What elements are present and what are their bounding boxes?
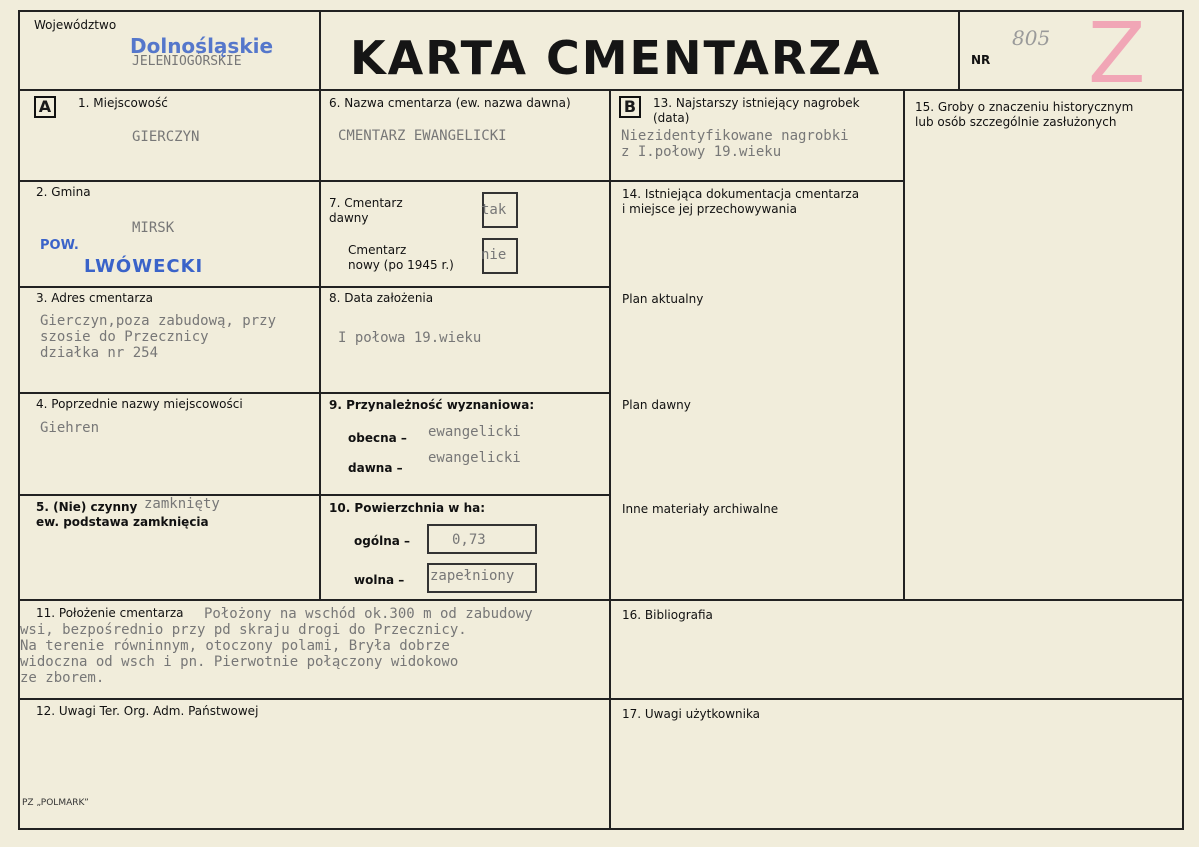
nagrobek-label: 13. Najstarszy istniejący nagrobek (data) <box>653 96 860 125</box>
cemetery-record-card <box>18 4 1184 830</box>
divider <box>18 286 611 288</box>
data-zalozenia-label: 8. Data założenia <box>329 291 434 305</box>
uwagi-ter-label: 12. Uwagi Ter. Org. Adm. Państwowej <box>36 704 259 718</box>
poprzednie-label: 4. Poprzednie nazwy miejscowości <box>36 397 243 411</box>
adres-label: 3. Adres cmentarza <box>36 291 153 305</box>
divider <box>18 599 1184 601</box>
border-right <box>1182 10 1184 830</box>
divider <box>18 494 611 496</box>
dawna-value: ewangelicki <box>428 450 521 466</box>
nazwa-value: CMENTARZ EWANGELICKI <box>338 128 507 144</box>
divider <box>18 89 1184 91</box>
uwagi-uzytkownika-label: 17. Uwagi użytkownika <box>622 707 761 721</box>
footer-imprint: PZ „POLMARK” <box>22 798 89 808</box>
dawny-label: 7. Cmentarz dawny <box>329 196 403 225</box>
border-top <box>18 10 1184 12</box>
powiat-label: POW. <box>40 238 79 253</box>
divider <box>319 90 321 600</box>
divider <box>958 10 960 90</box>
wojewodztwo-stamp: Dolnośląskie <box>130 34 274 58</box>
powierzchnia-label: 10. Powierzchnia w ha: <box>329 501 486 515</box>
wojewodztwo-label: Województwo <box>34 18 117 32</box>
gmina-label: 2. Gmina <box>36 185 91 199</box>
bibliografia-label: 16. Bibliografia <box>622 608 713 622</box>
divider <box>319 10 321 90</box>
dokumentacja-label: 14. Istniejąca dokumentacja cmentarza i miejsce jej przechowywania <box>622 187 860 216</box>
inne-label: Inne materiały archiwalne <box>622 502 779 516</box>
przynaleznosc-label: 9. Przynależność wyznaniowa: <box>329 398 535 412</box>
divider <box>18 698 1184 700</box>
dawna-label: dawna – <box>348 461 403 475</box>
section-a-badge: A <box>34 96 56 118</box>
ogolna-label: ogólna – <box>354 534 411 548</box>
powiat-value: LWÓWECKI <box>84 256 204 277</box>
obecna-label: obecna – <box>348 431 407 445</box>
polozenie-value-rest: wsi, bezpośrednio przy pd skraju drogi do Przecznicy. Na terenie równinnym, otoczony polami, Bryła dobrze widoczna od wsch i pn. Pierwotnie połączony widokowo ze zborem. <box>20 622 467 686</box>
polozenie-value-first: Położony na wschód ok.300 m od zabudowy <box>204 606 533 622</box>
border-left <box>18 10 20 830</box>
plan-dawny-label: Plan dawny <box>622 398 691 412</box>
polozenie-label: 11. Położenie cmentarza <box>36 606 184 620</box>
divider <box>18 180 611 182</box>
plan-aktualny-label: Plan aktualny <box>622 292 704 306</box>
miejscowosc-label: 1. Miejscowość <box>78 96 168 110</box>
czynny-value: zamknięty <box>144 496 220 512</box>
nazwa-label: 6. Nazwa cmentarza (ew. nazwa dawna) <box>329 96 571 110</box>
nagrobek-value: Niezidentyfikowane nagrobki z I.połowy 19.wieku <box>621 128 849 160</box>
obecna-value: ewangelicki <box>428 424 521 440</box>
divider <box>18 392 611 394</box>
divider <box>609 90 611 830</box>
dawny-value: tak <box>481 202 507 218</box>
data-zalozenia-value: I połowa 19.wieku <box>338 330 482 346</box>
nr-mark: Z <box>1088 4 1146 102</box>
czynny-label: 5. (Nie) czynny ew. podstawa zamknięcia <box>36 500 209 529</box>
adres-value: Gierczyn,poza zabudową, przy szosie do Przecznicy działka nr 254 <box>40 313 277 361</box>
divider <box>903 90 905 600</box>
section-b-badge: B <box>619 96 641 118</box>
poprzednie-value: Giehren <box>40 420 100 436</box>
nr-value: 805 <box>1012 26 1051 50</box>
miejscowosc-value: GIERCZYN <box>132 129 200 145</box>
groby-label: 15. Groby o znaczeniu historycznym lub osób szczególnie zasłużonych <box>915 100 1134 129</box>
gmina-value: MIRSK <box>132 220 175 236</box>
wojewodztwo-typed: JELENIOGÓRSKIE <box>132 54 242 69</box>
nowy-label: Cmentarz nowy (po 1945 r.) <box>348 243 454 272</box>
card-title: KARTA CMENTARZA <box>350 31 882 85</box>
divider <box>609 180 904 182</box>
nr-label: NR <box>971 53 991 67</box>
ogolna-value: 0,73 <box>452 532 486 548</box>
wolna-value: zapełniony <box>430 568 515 584</box>
border-bottom <box>18 828 1184 830</box>
nowy-value: nie <box>481 247 507 263</box>
wolna-label: wolna – <box>354 573 405 587</box>
